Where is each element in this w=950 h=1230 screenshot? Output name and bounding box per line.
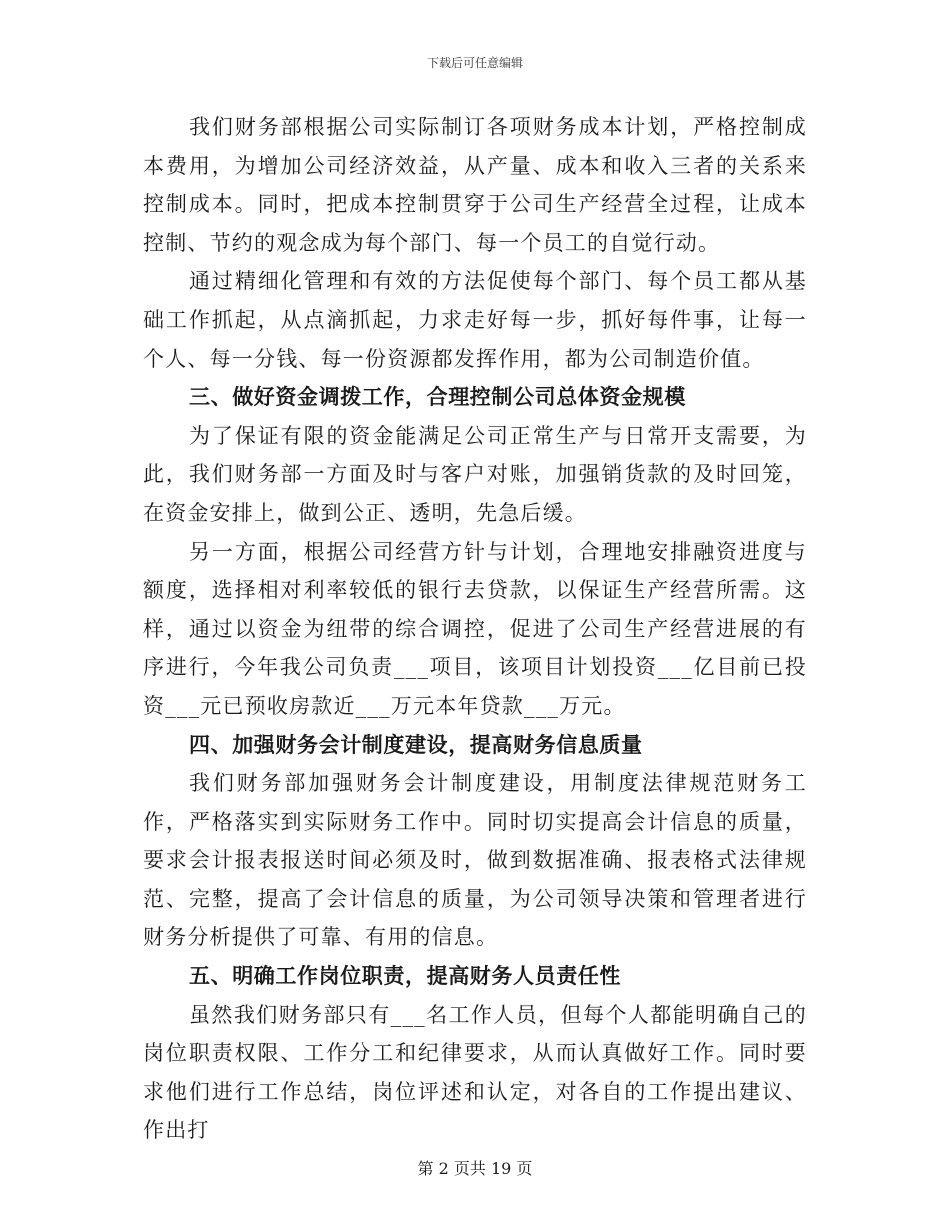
section-heading-5: 五、明确工作岗位职责，提高财务人员责任性 xyxy=(189,963,621,989)
paragraph-job-duties: 虽然我们财务部只有___名工作人员，但每个人都能明确自己的岗位职责权限、工作分工和纪律要求，从而认真做好工作。同时要求他们进行工作总结，岗位评述和认定，对各自的工作提出建议、作出打 xyxy=(143,1002,807,1143)
paragraph-accounting-system: 我们财务部加强财务会计制度建设，用制度法律规范财务工作，严格落实到实际财务工作中。同时切实提高会计信息的质量，要求会计报表报送时间必须及时，做到数据准确、报表格式法律规范、完整，提高了会计信息的质量，为公司领导决策和管理者进行财务分析提供了可靠、有用的信息。 xyxy=(143,771,807,950)
section-heading-4: 四、加强财务会计制度建设，提高财务信息质量 xyxy=(189,731,643,757)
page-header: 下载后可任意编辑 xyxy=(426,56,523,70)
page-footer: 第 2 页共 19 页 xyxy=(417,1159,533,1178)
document-body xyxy=(143,108,807,1150)
section-heading-3: 三、做好资金调拨工作，合理控制公司总体资金规模 xyxy=(189,384,686,410)
paragraph-refined-management: 通过精细化管理和有效的方法促使每个部门、每个员工都从基础工作抓起，从点滴抓起，力求走好每一步，抓好每件事，让每一个人、每一分钱、每一份资源都发挥作用，都为公司制造价值。 xyxy=(143,269,807,371)
paragraph-financing: 另一方面，根据公司经营方针与计划，合理地安排融资进度与额度，选择相对利率较低的银行去贷款，以保证生产经营所需。这样，通过以资金为纽带的综合调控，促进了公司生产经营进展的有序进行，今年我公司负责___项目，该项目计划投资___亿目前已投资___元已预收房款近___万元本年贷款___万元。 xyxy=(143,539,807,718)
paragraph-cost-control: 我们财务部根据公司实际制订各项财务成本计划，严格控制成本费用，为增加公司经济效益，从产量、成本和收入三者的关系来控制成本。同时，把成本控制贯穿于公司生产经营全过程，让成本控制、节约的观念成为每个部门、每一个员工的自觉行动。 xyxy=(143,115,807,255)
paragraph-funding: 为了保证有限的资金能满足公司正常生产与日常开支需要，为此，我们财务部一方面及时与客户对账，加强销货款的及时回笼，在资金安排上，做到公正、透明，先急后缓。 xyxy=(143,423,807,525)
